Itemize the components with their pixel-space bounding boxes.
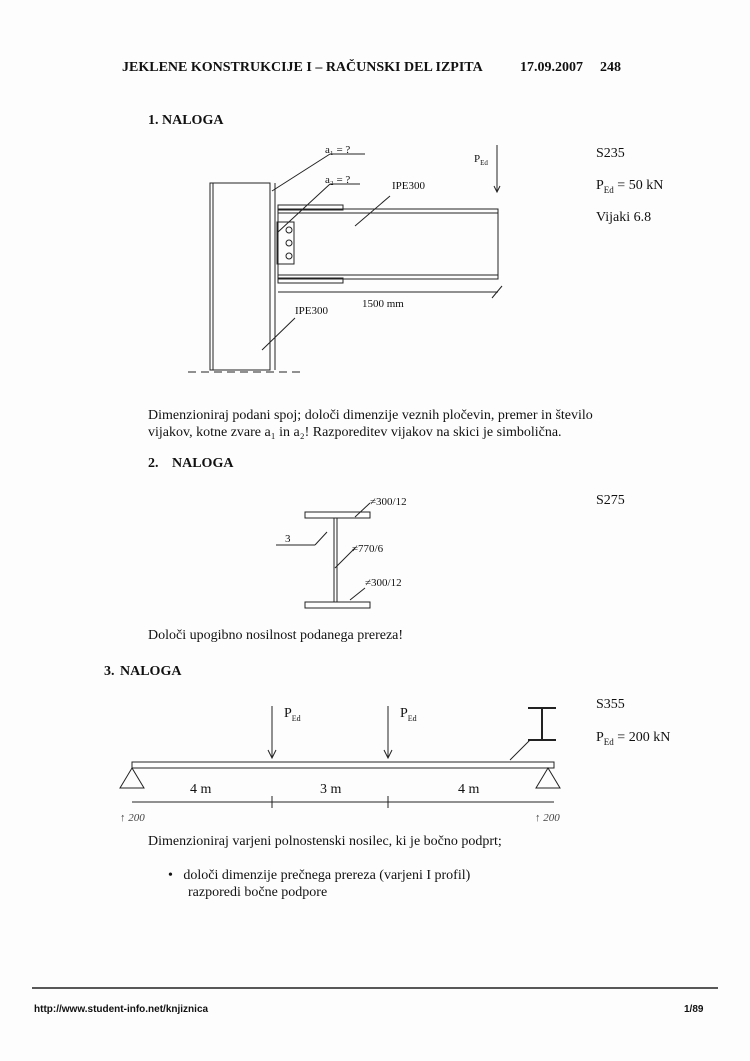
reaction-right: ↑ 200 — [535, 812, 560, 824]
task3-text: Dimenzioniraj varjeni polnostenski nosilec, ki je bočno podprt; — [148, 834, 502, 849]
load-label: $P_{Ed}$ — [474, 153, 488, 168]
span1-label: 4 m — [190, 782, 212, 797]
steel-grade: S235 — [596, 146, 625, 161]
header-title: JEKLENE KONSTRUKCIJE I – RAČUNSKI DEL IZPITA — [122, 60, 483, 75]
task1-text: vijakov, kotne zvare a₁ in a₂! Razporeditev vijakov na skici je simbolična. — [148, 425, 562, 440]
load2-label: $P_{Ed}$ — [400, 706, 417, 723]
header-number: 248 — [600, 60, 621, 75]
footer-page: 1/89 — [684, 1004, 704, 1015]
length-label: 1500 mm — [362, 298, 404, 310]
task2-text: Določi upogibno nosilnost podanega prereza! — [148, 628, 404, 643]
web-label: ≠770/6 — [352, 543, 384, 555]
force-value: $P_{Ed} = 50$ kN — [596, 178, 664, 195]
a2-label: a₂ = ? — [325, 174, 351, 186]
load1-label: $P_{Ed}$ — [284, 706, 301, 723]
task3-number: 3. — [104, 664, 115, 679]
top-flange-label: ≠300/12 — [370, 496, 407, 508]
beam-label: IPE300 — [392, 180, 425, 192]
bullet-1: • določi dimenzije prečnega prereza (varjeni I profil) — [168, 868, 471, 883]
reaction-left: ↑ 200 — [120, 812, 145, 824]
steel-grade: S275 — [596, 493, 625, 508]
a1-label: a₁ = ? — [325, 144, 351, 156]
weld-label: 3 — [285, 533, 291, 545]
steel-grade: S355 — [596, 697, 625, 712]
bottom-flange-label: ≠300/12 — [365, 577, 402, 589]
task1-heading: 1. NALOGA — [148, 113, 224, 128]
bullet-2: razporedi bočne podpore — [188, 885, 328, 900]
span2-label: 3 m — [320, 782, 342, 797]
header-date: 17.09.2007 — [520, 60, 583, 75]
force-value: $P_{Ed} = 200$ kN — [596, 730, 671, 747]
span3-label: 4 m — [458, 782, 480, 797]
task2-heading: NALOGA — [172, 456, 234, 471]
task2-number: 2. — [148, 456, 159, 471]
task3-heading: NALOGA — [120, 664, 182, 679]
section-drawing — [276, 503, 370, 608]
bolt-class: Vijaki 6.8 — [596, 210, 652, 225]
task1-text: Dimenzioniraj podani spoj; določi dimenzije veznih pločevin, premer in število — [148, 408, 593, 423]
footer-url: http://www.student-info.net/knjiznica — [34, 1004, 209, 1015]
column-label: IPE300 — [295, 305, 328, 317]
